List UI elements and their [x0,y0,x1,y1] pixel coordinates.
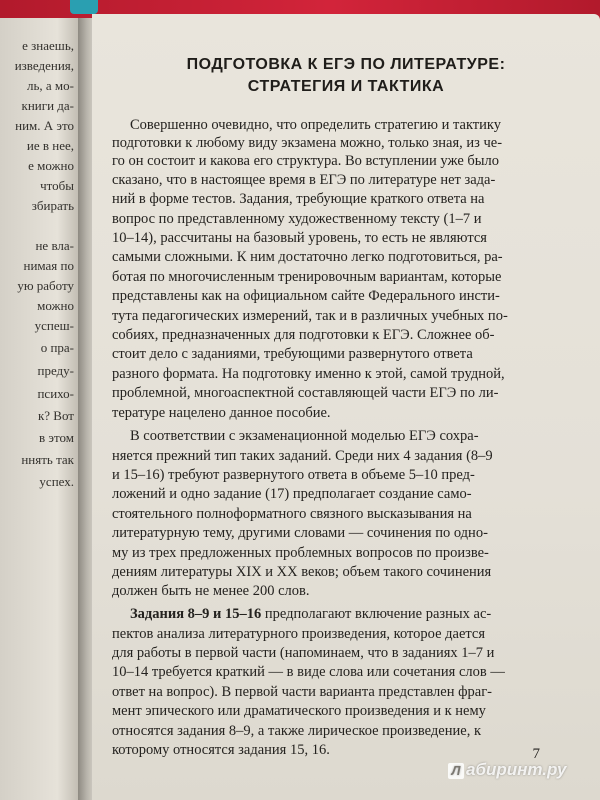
body-line: дениям литературы XIX и XX веков; объем такого сочинения [112,564,492,581]
body-line: самыми сложными. К ним достаточно легко подготовиться, ра- [112,249,503,266]
left-page-text-fragment: ннять так [21,452,74,467]
section-heading-line-1: ПОДГОТОВКА К ЕГЭ ПО ЛИТЕРАТУРЕ: [186,56,506,73]
left-page-text-fragment: книги да- [21,98,74,113]
body-line: мент эпического или драматического произведения и к нему [112,703,486,720]
body-line: разного формата. На подготовку именно к этой, самой трудной, [112,365,505,382]
body-line: ложений и одно задание (17) предполагает создание само- [112,486,472,503]
body-line: относятся задания 8–9, а также лирическое произведение, к [112,722,481,739]
body-line: которому относятся задания 15, 16. [112,742,330,758]
left-page-text-fragment: к? Вот [37,408,74,423]
left-page-text-fragment: збирать [31,198,74,213]
left-page-text-fragment: успеш- [34,318,74,333]
left-page-text-fragment: чтобы [40,178,74,193]
body-line: литературную тему, другими словами — сочинения по одно- [112,525,488,542]
body-line: пектов анализа литературного произведения, которое дается [112,625,486,642]
body-line-rest: предполагают включение разных ас- [264,606,492,623]
left-page-text-fragment: е можно [28,158,74,173]
body-line: ботая по многочисленным тренировочным вариантам, которые [112,268,502,285]
body-line: Совершенно очевидно, что определить стратегию и тактику [130,117,501,133]
left-page-text-fragment: о пра- [40,340,74,355]
left-page-text-fragment: преду- [37,363,74,378]
body-line: и 15–16) требуют развернутого ответа в объеме 5–10 пред- [112,467,475,484]
body-line [130,604,491,624]
left-page-text-fragment: ие в нее, [26,138,74,153]
left-page-text-fragment: е знаешь, [22,38,74,53]
left-page-text-fragment: ую работу [17,278,74,293]
body-line: для работы в первой части (напоминаем, что в заданиях 1–7 и [112,645,495,661]
bold-lead-text: Задания 8–9 и 15–16 [130,606,262,623]
body-line: стоятельного полноформатного связного высказывания на [112,505,472,522]
body-line: представлены как на официальном сайте Федерального инсти- [112,288,500,305]
right-page [92,14,600,800]
page-number: 7 [532,746,540,762]
body-line: 10–14 требуется краткий — в виде слова или сочетания слов — [112,664,505,681]
left-page-text-fragment: психо- [37,386,74,401]
body-line: тературе нацелено данное пособие. [112,404,331,421]
body-line: вопрос по представленному художественному тексту (1–7 и [112,210,482,227]
labirint-logo-icon: Л [448,763,464,779]
body-line: подготовки к любому виду экзамена можно, только зная, из че- [112,134,503,151]
left-page-text-fragment: не вла- [35,238,74,253]
body-line: няется прежний тип таких заданий. Среди них 4 задания (8–9 [112,447,493,464]
left-page-text-fragment: ль, а мо- [27,78,74,93]
left-page-text-fragment: нимая по [23,258,74,273]
body-line: ответ на вопрос). В первой части варианта представлен фраг- [112,683,492,700]
left-page-text-fragment: ним. А это [15,118,74,133]
body-line: стоит дело с заданиями, требующими развернутого ответа [112,346,473,363]
labirint-watermark [448,760,566,780]
section-heading-line-2: СТРАТЕГИЯ И ТАКТИКА [247,78,445,95]
body-line: 10–14), рассчитаны на базовый уровень, то есть не являются [112,230,487,247]
body-line: должен быть не менее 200 слов. [112,583,310,600]
bookmark-tab [70,0,98,14]
body-line: го он состоит и какова его структура. Во вступлении уже было [112,153,499,170]
body-line: проблемной, многоаспектной составляющей части ЕГЭ по ли- [112,385,499,402]
body-line: В соответствии с экзаменационной моделью ЕГЭ сохра- [130,428,479,445]
left-page-text-fragment: можно [37,298,74,313]
body-line: сказано, что в настоящее время в ЕГЭ по литературе нет зада- [112,171,496,188]
body-line: му из трех предложенных проблемных вопросов по произве- [112,544,489,561]
body-line: собиях, предназначенных для подготовки к ЕГЭ. Сложнее об- [112,327,495,344]
left-page-text-fragment: изведения, [14,58,74,73]
body-line: ний в форме тестов. Задания, требующие краткого ответа на [112,191,485,208]
left-page-text-fragment: в этом [39,430,74,445]
watermark-text: абиринт.ру [466,760,567,779]
left-page-text-fragment: успех. [39,474,74,489]
left-page [0,18,82,800]
body-line: тута педагогических измерений, так и в различных учебных по- [112,307,508,324]
